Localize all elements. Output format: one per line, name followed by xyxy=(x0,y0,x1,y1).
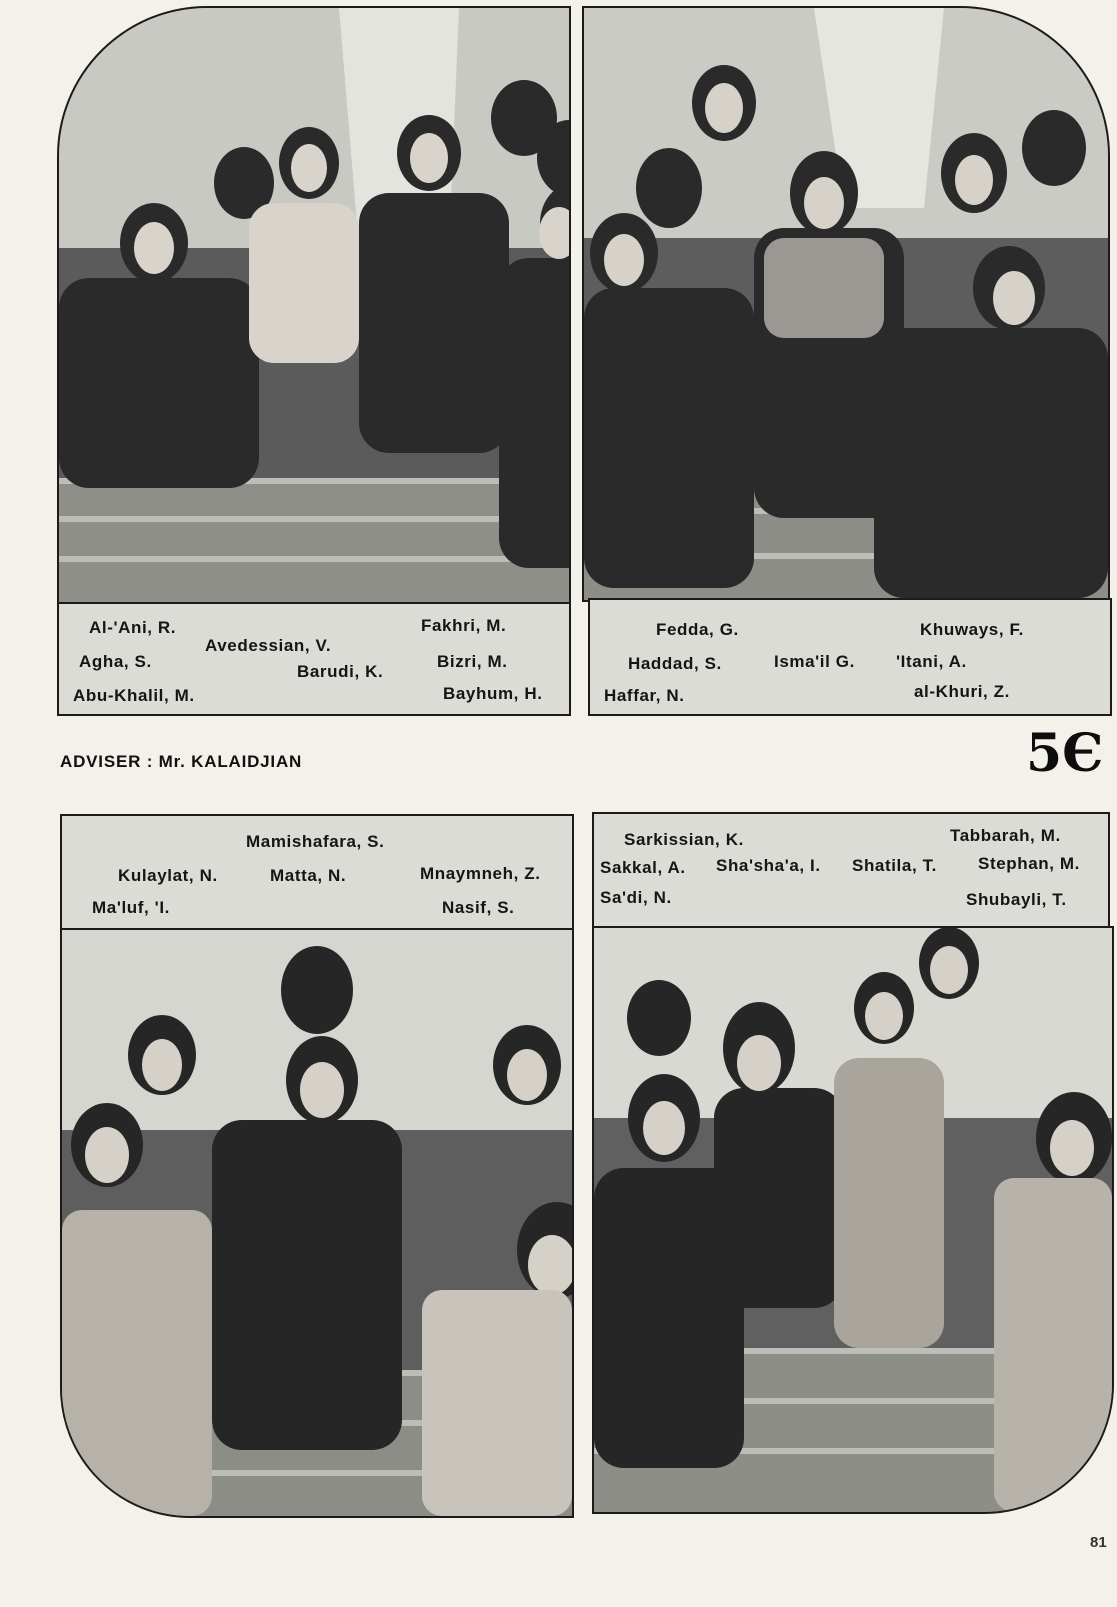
student-name: Stephan, M. xyxy=(978,854,1080,873)
student-name: Abu-Khalil, M. xyxy=(73,686,195,705)
caption-box-bottom-right xyxy=(592,812,1110,928)
student-name: Mnaymneh, Z. xyxy=(420,864,541,883)
student-name: Nasif, S. xyxy=(442,898,515,917)
student-name: Shubayli, T. xyxy=(966,890,1067,909)
student-name: Shatila, T. xyxy=(852,856,938,875)
student-name: Kulaylat, N. xyxy=(118,866,218,885)
student-name: Ma'luf, 'I. xyxy=(92,898,170,917)
student-name: al-Khuri, Z. xyxy=(914,682,1010,701)
student-name: Al-'Ani, R. xyxy=(89,618,177,637)
caption-box-top-right xyxy=(588,598,1112,716)
student-name: Haffar, N. xyxy=(604,686,685,705)
student-name: Bizri, M. xyxy=(437,652,508,671)
student-name: 'Itani, A. xyxy=(896,652,967,671)
caption-box-bottom-left xyxy=(60,814,574,930)
caption-box-top-left xyxy=(57,602,571,716)
student-name: Sakkal, A. xyxy=(600,858,686,877)
student-name: Mamishafara, S. xyxy=(246,832,385,851)
student-name: Agha, S. xyxy=(79,652,152,671)
adviser-label: ADVISER : Mr. KALAIDJIAN xyxy=(60,752,303,771)
student-name: Haddad, S. xyxy=(628,654,722,673)
student-name: Sha'sha'a, I. xyxy=(716,856,821,875)
student-name: Matta, N. xyxy=(270,866,347,885)
student-name: Avedessian, V. xyxy=(205,636,332,655)
student-name: Isma'il G. xyxy=(774,652,855,671)
photo-bottom-left xyxy=(60,928,574,1518)
photo-top-right xyxy=(582,6,1110,602)
student-name: Bayhum, H. xyxy=(443,684,543,703)
photo-top-left xyxy=(57,6,571,606)
section-mark: 5Є xyxy=(1026,723,1104,784)
student-name: Sarkissian, K. xyxy=(624,830,744,849)
photo-bottom-right xyxy=(592,926,1114,1514)
student-name: Tabbarah, M. xyxy=(950,826,1061,845)
student-name: Khuways, F. xyxy=(920,620,1024,639)
student-name: Sa'di, N. xyxy=(600,888,672,907)
student-name: Fedda, G. xyxy=(656,620,739,639)
student-name: Fakhri, M. xyxy=(421,616,507,635)
page-number: 81 xyxy=(1090,1534,1107,1551)
student-name: Barudi, K. xyxy=(297,662,384,681)
